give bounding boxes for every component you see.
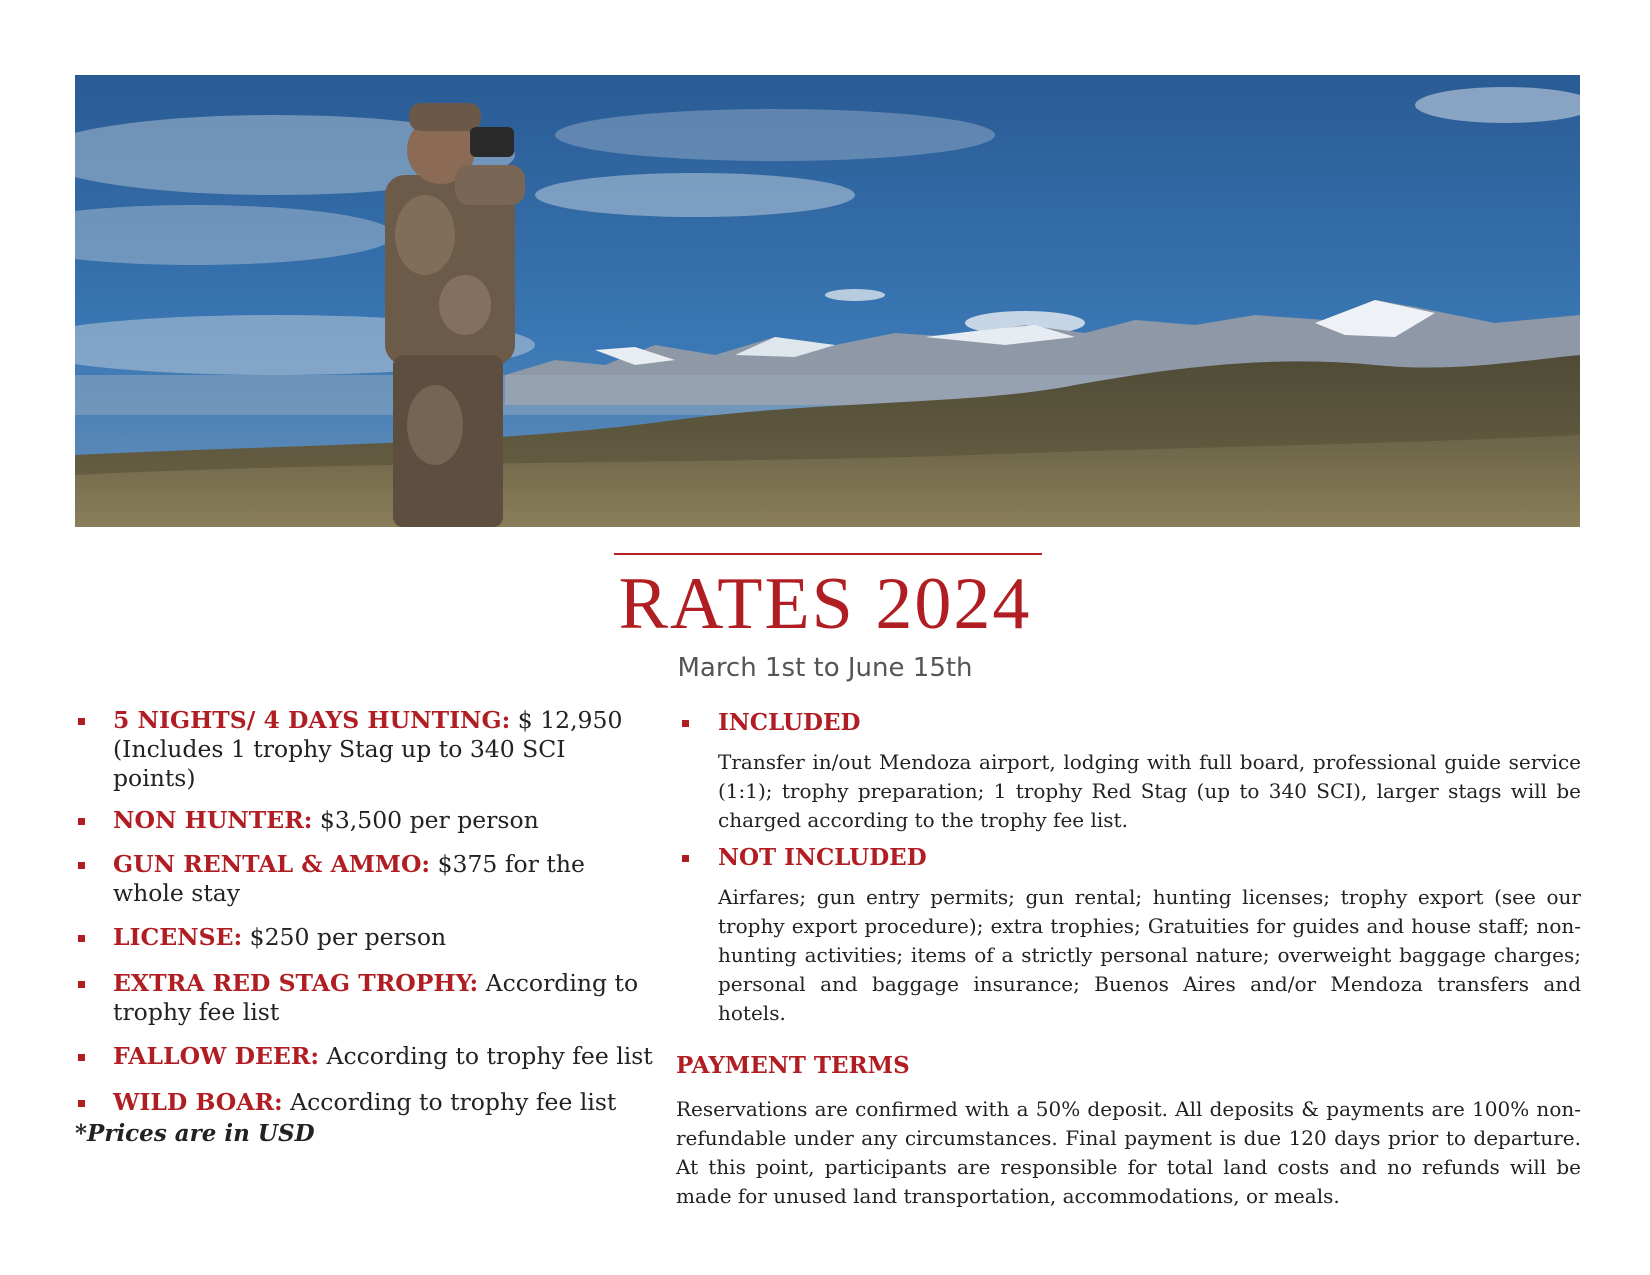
- bullet-icon: [78, 981, 85, 988]
- rate-label: NON HUNTER:: [113, 806, 313, 834]
- payment-terms-text: Reservations are confirmed with a 50% deposit. All deposits & payments are 100% non-refundable under any circumstances. Final payment is due 120 days prior to departure. At this point, participants are responsible for total land costs and no refunds will be made for unused land transportation, accommodations, or meals.: [676, 1097, 1581, 1208]
- rate-label: EXTRA RED STAG TROPHY:: [113, 969, 479, 997]
- not-included-heading-text: NOT INCLUDED: [718, 844, 927, 871]
- rate-label: LICENSE:: [113, 923, 243, 951]
- rate-item-wild-boar: [75, 1088, 655, 1117]
- date-range-subtitle: March 1st to June 15th: [677, 653, 973, 683]
- rates-list: [75, 706, 655, 1117]
- rate-item-extra-red-stag: [75, 969, 655, 1027]
- rate-label: GUN RENTAL & AMMO:: [113, 850, 431, 878]
- rate-item-license: [75, 923, 655, 952]
- included-text: Transfer in/out Mendoza airport, lodging with full board, professional guide service (1:1); trophy preparation; 1 trophy Red Stag (up to 340 SCI), larger stags will be charged according to the trophy fee list.: [718, 750, 1581, 832]
- rate-text: $375 for the whole stay: [113, 850, 585, 907]
- rate-label: FALLOW DEER:: [113, 1042, 320, 1070]
- rate-text: According to trophy fee list: [113, 969, 639, 1026]
- currency-footnote: *Prices are in USD: [75, 1120, 315, 1147]
- title-divider: [614, 553, 1042, 555]
- rate-text: $ 12,950 (Includes 1 trophy Stag up to 340 SCI points): [113, 706, 623, 792]
- rate-item-non-hunter: [75, 806, 655, 835]
- rate-label: 5 NIGHTS/ 4 DAYS HUNTING:: [113, 706, 511, 734]
- payment-terms-heading: PAYMENT TERMS: [676, 1052, 910, 1079]
- bullet-icon: [78, 718, 85, 725]
- bullet-icon: [78, 862, 85, 869]
- landscape-illustration: [75, 75, 1580, 527]
- rate-item-hunting: [75, 706, 655, 793]
- bullet-icon: [78, 818, 85, 825]
- rate-text: $3,500 per person: [312, 806, 539, 834]
- hero-photo: [75, 75, 1580, 527]
- bullet-icon: [78, 1054, 85, 1061]
- bullet-icon: [682, 855, 689, 862]
- not-included-text: Airfares; gun entry permits; gun rental; hunting licenses; trophy export (see our trophy export procedure); extra trophies; Gratuities for guides and house staff; non-hunting activities; items of a strictly personal nature; overweight baggage charges; personal and baggage insurance; Buenos Aires and/or Mendoza transfers and hotels.: [718, 885, 1581, 1025]
- rate-text: $250 per person: [242, 923, 447, 951]
- rate-item-gun-rental: [75, 850, 655, 908]
- bullet-icon: [78, 1100, 85, 1107]
- bullet-icon: [78, 935, 85, 942]
- not-included-heading: [676, 843, 1581, 873]
- rate-label: WILD BOAR:: [113, 1088, 283, 1116]
- included-heading: [676, 708, 1581, 738]
- inclusions-section: [676, 708, 1581, 1028]
- bullet-icon: [682, 720, 689, 727]
- rate-text: According to trophy fee list: [319, 1042, 653, 1070]
- rate-text: According to trophy fee list: [282, 1088, 617, 1116]
- page-title: RATES 2024: [618, 563, 1032, 645]
- included-heading-text: INCLUDED: [718, 709, 861, 736]
- rate-item-fallow-deer: [75, 1042, 655, 1071]
